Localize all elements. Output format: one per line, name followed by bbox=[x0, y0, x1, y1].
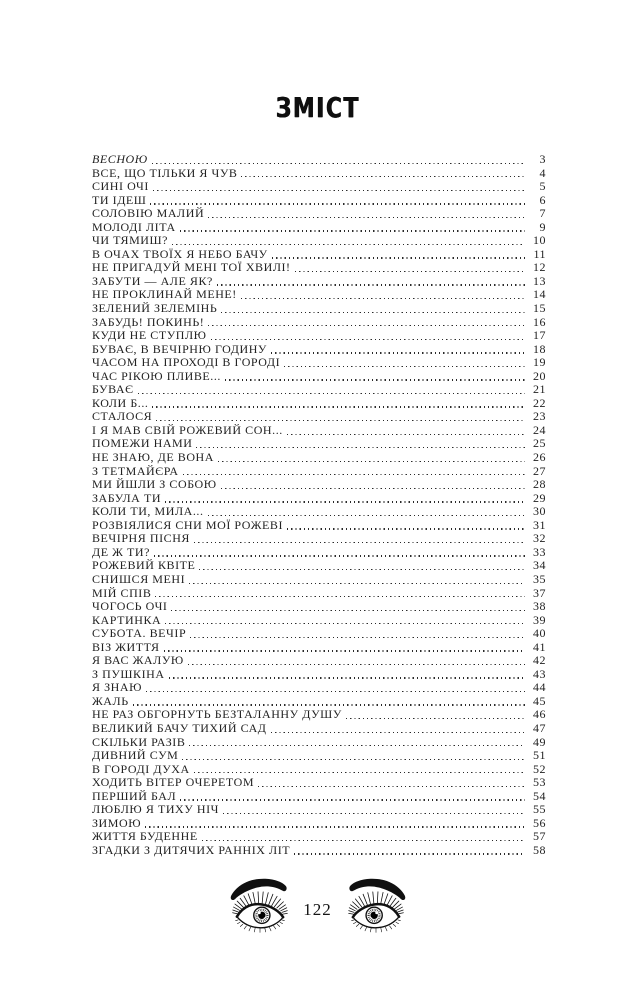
toc-entry-page: 12 bbox=[533, 260, 546, 275]
toc-entry bbox=[92, 830, 546, 844]
toc-entry-title: ЗАБУЛА ТИ bbox=[92, 490, 162, 505]
toc-entry-title: З ПУШКІНА bbox=[92, 666, 165, 681]
dot-leader bbox=[221, 312, 525, 313]
dot-leader bbox=[217, 284, 525, 285]
dot-leader bbox=[150, 203, 525, 204]
toc-entry bbox=[92, 695, 546, 709]
dot-leader bbox=[218, 461, 525, 462]
dot-leader bbox=[138, 393, 525, 394]
toc-entry-page: 9 bbox=[539, 219, 546, 234]
toc-entry bbox=[92, 654, 546, 668]
toc-list bbox=[92, 153, 546, 857]
toc-entry bbox=[92, 803, 546, 817]
toc-entry-title: ЧОГОСЬ ОЧІ bbox=[92, 599, 168, 614]
toc-entry-page: 46 bbox=[533, 707, 546, 722]
toc-entry-page: 25 bbox=[533, 436, 546, 451]
toc-entry-title: В ГОРОДІ ДУХА bbox=[92, 761, 190, 776]
dot-leader bbox=[169, 677, 525, 678]
toc-entry-page: 39 bbox=[533, 612, 546, 627]
toc-entry-title: СКІЛЬКИ РАЗІВ bbox=[92, 734, 186, 749]
dot-leader bbox=[190, 637, 525, 638]
toc-entry-page: 10 bbox=[533, 233, 546, 248]
toc-entry bbox=[92, 424, 546, 438]
toc-entry-page: 16 bbox=[533, 314, 546, 329]
dot-leader bbox=[156, 420, 525, 421]
toc-entry bbox=[92, 600, 546, 614]
toc-entry-title: ПОМЕЖИ НАМИ bbox=[92, 436, 193, 451]
toc-entry-page: 22 bbox=[533, 395, 546, 410]
toc-entry bbox=[92, 343, 546, 357]
toc-entry bbox=[92, 722, 546, 736]
toc-entry-page: 40 bbox=[533, 626, 546, 641]
toc-entry-page: 20 bbox=[533, 368, 546, 383]
toc-entry bbox=[92, 478, 546, 492]
toc-entry-title: ЛЮБЛЮ Я ТИХУ НІЧ bbox=[92, 802, 219, 817]
toc-entry bbox=[92, 573, 546, 587]
toc-entry bbox=[92, 844, 546, 858]
toc-entry-title: БУВАЄ bbox=[92, 382, 134, 397]
toc-entry-title: ЗАБУТИ — АЛЕ ЯК? bbox=[92, 273, 213, 288]
dot-leader bbox=[295, 271, 525, 272]
toc-entry-title: СОЛОВІЮ МАЛИЙ bbox=[92, 206, 205, 221]
dot-leader bbox=[146, 691, 525, 692]
dot-leader bbox=[182, 759, 525, 760]
toc-entry-page: 4 bbox=[539, 165, 546, 180]
toc-entry-page: 28 bbox=[533, 477, 546, 492]
toc-entry-title: ТИ ІДЕШ bbox=[92, 192, 147, 207]
toc-entry-page: 15 bbox=[533, 301, 546, 316]
dot-leader bbox=[284, 366, 525, 367]
dot-leader bbox=[208, 217, 525, 218]
toc-entry bbox=[92, 465, 546, 479]
dot-leader bbox=[241, 298, 525, 299]
toc-entry bbox=[92, 532, 546, 546]
toc-entry-page: 56 bbox=[533, 815, 546, 830]
toc-entry-page: 6 bbox=[539, 192, 546, 207]
toc-entry-page: 57 bbox=[533, 829, 546, 844]
page-number: 122 bbox=[303, 900, 332, 920]
toc-entry bbox=[92, 261, 546, 275]
toc-entry-page: 54 bbox=[533, 788, 546, 803]
toc-entry-title: СТАЛОСЯ bbox=[92, 409, 153, 424]
dot-leader bbox=[155, 596, 525, 597]
dot-leader bbox=[164, 650, 525, 651]
toc-entry bbox=[92, 641, 546, 655]
toc-entry-title: РОЗВІЯЛИСЯ СНИ МОЇ РОЖЕВІ bbox=[92, 517, 284, 532]
toc-entry bbox=[92, 397, 546, 411]
toc-entry-title: З ТЕТМАЙЄРА bbox=[92, 463, 179, 478]
toc-entry-page: 35 bbox=[533, 571, 546, 586]
toc-entry bbox=[92, 505, 546, 519]
dot-leader bbox=[188, 664, 525, 665]
toc-entry bbox=[92, 153, 546, 167]
toc-entry-title: ВЕСНОЮ bbox=[92, 152, 148, 166]
toc-entry-page: 17 bbox=[533, 328, 546, 343]
toc-entry-title: КАРТИНКА bbox=[92, 612, 162, 627]
page-title-text: ЗМІСТ bbox=[275, 91, 360, 124]
toc-entry-title: Я ВАС ЖАЛУЮ bbox=[92, 653, 184, 668]
toc-entry bbox=[92, 370, 546, 384]
dot-leader bbox=[133, 704, 525, 705]
dot-leader bbox=[145, 826, 525, 827]
toc-entry bbox=[92, 614, 546, 628]
dot-leader bbox=[165, 623, 525, 624]
dot-leader bbox=[223, 813, 525, 814]
toc-entry-page: 23 bbox=[533, 409, 546, 424]
toc-entry-title: Я ЗНАЮ bbox=[92, 680, 142, 695]
toc-entry bbox=[92, 451, 546, 465]
toc-entry bbox=[92, 668, 546, 682]
toc-entry-page: 47 bbox=[533, 720, 546, 735]
dot-leader bbox=[189, 583, 525, 584]
toc-entry-title: І Я МАВ СВІЙ РОЖЕВИЙ СОН... bbox=[92, 422, 283, 437]
toc-entry bbox=[92, 559, 546, 573]
toc-entry-page: 53 bbox=[533, 775, 546, 790]
toc-entry-title: ЗИМОЮ bbox=[92, 815, 142, 830]
toc-entry-title: СУБОТА. ВЕЧІР bbox=[92, 626, 187, 641]
toc-entry-title: В ОЧАХ ТВОЇХ Я НЕБО БАЧУ bbox=[92, 246, 268, 261]
dot-leader bbox=[180, 799, 525, 800]
toc-entry-page: 27 bbox=[533, 463, 546, 478]
toc-entry bbox=[92, 234, 546, 248]
toc-entry bbox=[92, 316, 546, 330]
toc-entry bbox=[92, 790, 546, 804]
dot-leader bbox=[208, 325, 525, 326]
toc-entry-page: 5 bbox=[539, 179, 546, 194]
toc-entry-page: 55 bbox=[533, 802, 546, 817]
toc-entry bbox=[92, 207, 546, 221]
toc-entry bbox=[92, 546, 546, 560]
right-eye-icon bbox=[339, 874, 413, 939]
toc-entry-title: ЖИТТЯ БУДЕННЕ bbox=[92, 829, 198, 844]
toc-entry-title: ЧАС РІКОЮ ПЛИВЕ... bbox=[92, 368, 221, 383]
dot-leader bbox=[199, 569, 525, 570]
eye-highlight bbox=[257, 912, 260, 915]
toc-entry bbox=[92, 749, 546, 763]
toc-entry bbox=[92, 410, 546, 424]
eye-sparkle bbox=[263, 918, 264, 919]
toc-entry bbox=[92, 681, 546, 695]
left-eye-icon bbox=[223, 874, 297, 939]
dot-leader bbox=[272, 257, 525, 258]
toc-entry-page: 19 bbox=[533, 355, 546, 370]
toc-entry-page: 37 bbox=[533, 585, 546, 600]
toc-entry-title: КУДИ НЕ СТУПЛЮ bbox=[92, 328, 207, 343]
dot-leader bbox=[287, 528, 525, 529]
dot-leader bbox=[294, 853, 525, 854]
dot-leader bbox=[258, 786, 525, 787]
toc-entry-title: МІЙ СПІВ bbox=[92, 585, 152, 600]
toc-entry-page: 24 bbox=[533, 422, 546, 437]
page-footer bbox=[0, 874, 635, 939]
dot-leader bbox=[211, 339, 525, 340]
toc-entry-title: НЕ ПРОКЛИНАЙ МЕНЕ! bbox=[92, 287, 237, 302]
toc-entry-title: МИ ЙШЛИ З СОБОЮ bbox=[92, 477, 217, 492]
toc-entry-page: 42 bbox=[533, 653, 546, 668]
dot-leader bbox=[152, 406, 525, 407]
toc-entry-title: НЕ РАЗ ОБГОРНУТЬ БЕЗТАЛАННУ ДУШУ bbox=[92, 707, 342, 722]
toc-entry bbox=[92, 248, 546, 262]
dot-leader bbox=[221, 488, 525, 489]
toc-entry-page: 3 bbox=[539, 152, 546, 166]
page-title bbox=[0, 91, 635, 124]
toc-entry-title: ЧИ ТЯМИШ? bbox=[92, 233, 169, 248]
toc-entry-page: 33 bbox=[533, 544, 546, 559]
dot-leader bbox=[271, 352, 525, 353]
dot-leader bbox=[194, 772, 525, 773]
toc-entry-title: ВЕЛИКИЙ БАЧУ ТИХИЙ САД bbox=[92, 720, 267, 735]
toc-entry-page: 38 bbox=[533, 599, 546, 614]
toc-entry-title: РОЖЕВИЙ КВІТЕ bbox=[92, 558, 196, 573]
toc-entry bbox=[92, 708, 546, 722]
toc-entry-page: 34 bbox=[533, 558, 546, 573]
toc-entry-title: НЕ ПРИГАДУЙ МЕНІ ТОЇ ХВИЛІ! bbox=[92, 260, 291, 275]
dot-leader bbox=[183, 474, 525, 475]
toc-entry-title: ХОДИТЬ ВІТЕР ОЧЕРЕТОМ bbox=[92, 775, 255, 790]
toc-entry-title: ЗЕЛЕНИЙ ЗЕЛЕМІНЬ bbox=[92, 301, 218, 316]
dot-leader bbox=[196, 447, 525, 448]
toc-entry bbox=[92, 763, 546, 777]
toc-entry bbox=[92, 776, 546, 790]
dot-leader bbox=[165, 501, 525, 502]
toc-entry-title: ВСЕ, ЩО ТІЛЬКИ Я ЧУВ bbox=[92, 165, 238, 180]
eyebrow-shape bbox=[349, 879, 405, 900]
toc-entry-page: 30 bbox=[533, 504, 546, 519]
toc-entry-title: ДИВНИЙ СУМ bbox=[92, 748, 179, 763]
toc-entry-page: 43 bbox=[533, 666, 546, 681]
toc-entry-page: 26 bbox=[533, 450, 546, 465]
toc-entry bbox=[92, 329, 546, 343]
toc-entry bbox=[92, 736, 546, 750]
toc-entry-page: 52 bbox=[533, 761, 546, 776]
dot-leader bbox=[346, 718, 525, 719]
toc-entry-page: 29 bbox=[533, 490, 546, 505]
toc-entry bbox=[92, 356, 546, 370]
toc-entry-title: НЕ ЗНАЮ, ДЕ ВОНА bbox=[92, 450, 214, 465]
toc-entry-title: КОЛИ Б... bbox=[92, 395, 149, 410]
toc-entry-title: ВЕЧІРНЯ ПІСНЯ bbox=[92, 531, 190, 546]
toc-entry-title: ЗАБУДЬ! ПОКИНЬ! bbox=[92, 314, 205, 329]
toc-entry-page: 31 bbox=[533, 517, 546, 532]
dot-leader bbox=[208, 515, 525, 516]
dot-leader bbox=[194, 542, 525, 543]
dot-leader bbox=[180, 230, 525, 231]
toc-entry-page: 51 bbox=[533, 748, 546, 763]
toc-entry-page: 44 bbox=[533, 680, 546, 695]
toc-entry bbox=[92, 302, 546, 316]
dot-leader bbox=[171, 610, 525, 611]
toc-entry-title: ВІЗ ЖИТТЯ bbox=[92, 639, 160, 654]
toc-entry-page: 11 bbox=[533, 246, 546, 261]
toc-entry bbox=[92, 194, 546, 208]
dot-leader bbox=[152, 163, 525, 164]
dot-leader bbox=[241, 176, 525, 177]
toc-entry bbox=[92, 221, 546, 235]
toc-entry bbox=[92, 288, 546, 302]
toc-entry bbox=[92, 167, 546, 181]
dot-leader bbox=[287, 434, 525, 435]
toc-entry-page: 41 bbox=[533, 639, 546, 654]
toc-entry-title: СИНІ ОЧІ bbox=[92, 179, 149, 194]
toc-entry-page: 13 bbox=[533, 273, 546, 288]
toc-entry-title: ЧАСОМ НА ПРОХОДІ В ГОРОДІ bbox=[92, 355, 281, 370]
dot-leader bbox=[189, 745, 525, 746]
toc-entry bbox=[92, 492, 546, 506]
toc-entry-title: СНИШСЯ МЕНІ bbox=[92, 571, 186, 586]
toc-entry-title: ДЕ Ж ТИ? bbox=[92, 544, 150, 559]
toc-entry bbox=[92, 275, 546, 289]
toc-entry bbox=[92, 627, 546, 641]
toc-entry-page: 45 bbox=[533, 693, 546, 708]
dot-leader bbox=[271, 732, 525, 733]
dot-leader bbox=[153, 190, 525, 191]
toc-entry-page: 7 bbox=[539, 206, 546, 221]
toc-entry bbox=[92, 519, 546, 533]
toc-entry bbox=[92, 383, 546, 397]
toc-entry-title: ЖАЛЬ bbox=[92, 693, 129, 708]
toc-entry-page: 21 bbox=[533, 382, 546, 397]
toc-entry bbox=[92, 180, 546, 194]
toc-entry-page: 49 bbox=[533, 734, 546, 749]
toc-entry-page: 32 bbox=[533, 531, 546, 546]
toc-entry-title: КОЛИ ТИ, МИЛА... bbox=[92, 504, 204, 519]
toc-entry-page: 14 bbox=[533, 287, 546, 302]
toc-entry-title: ЗГАДКИ З ДИТЯЧИХ РАННІХ ЛІТ bbox=[92, 842, 291, 857]
dot-leader bbox=[154, 555, 525, 556]
toc-entry bbox=[92, 817, 546, 831]
toc-entry-title: МОЛОДІ ЛІТА bbox=[92, 219, 176, 234]
toc-entry-page: 18 bbox=[533, 341, 546, 356]
dot-leader bbox=[202, 840, 525, 841]
dot-leader bbox=[172, 244, 525, 245]
toc-entry-title: БУВАЄ, В ВЕЧІРНЮ ГОДИНУ bbox=[92, 341, 267, 356]
dot-leader bbox=[225, 379, 525, 380]
toc-entry bbox=[92, 437, 546, 451]
toc-entry-page: 58 bbox=[533, 842, 546, 857]
toc-entry-title: ПЕРШИЙ БАЛ bbox=[92, 788, 177, 803]
toc-entry bbox=[92, 587, 546, 601]
